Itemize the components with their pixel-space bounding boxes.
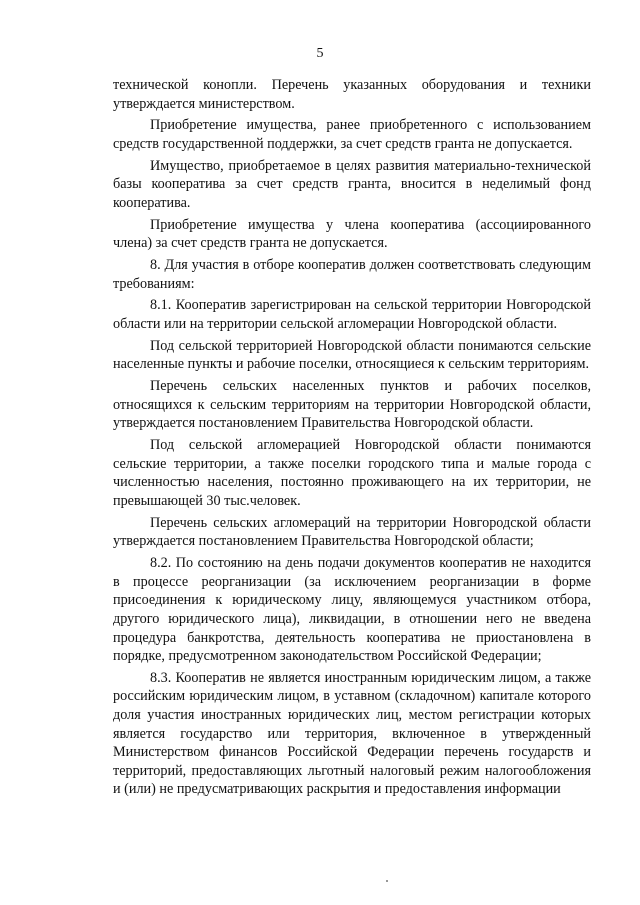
paragraph: Под сельской территорией Новгородской области понимаются сельские населенные пункты и рабочие поселки, относящиеся к сельским территориям. <box>113 337 591 373</box>
paragraph: Имущество, приобретаемое в целях развития материально-технической базы кооператива за счет средств гранта, вносится в неделимый фонд кооператива. <box>113 157 591 211</box>
paragraph: Перечень сельских населенных пунктов и рабочих поселков, относящихся к сельским территориям на территории Новгородской области, утверждается постановлением Правительства Новгородской области. <box>113 378 591 432</box>
paragraph: Под сельской агломерацией Новгородской области понимаются сельские территории, а также поселки городского типа и малые города с численностью населения, постоянно проживающего на их территории, не превышающей 30 тыс.человек. <box>113 437 591 509</box>
paragraph: технической конопли. Перечень указанных оборудования и техники утверждается министерством. <box>113 77 591 112</box>
paragraph: 8.1. Кооператив зарегистрирован на сельской территории Новгородской области или на территории сельской агломерации Новгородской области. <box>113 297 591 333</box>
paragraph: 8. Для участия в отборе кооператив должен соответствовать следующим требованиям: <box>113 257 591 292</box>
paragraph: Перечень сельских агломераций на территории Новгородской области утверждается постановлением Правительства Новгородской области; <box>113 514 591 550</box>
paragraph: Приобретение имущества, ранее приобретенного с использованием средств государственной поддержки, за счет средств гранта не допускается. <box>113 117 591 152</box>
document-body <box>113 76 591 802</box>
paragraph: 8.3. Кооператив не является иностранным юридическим лицом, а также российским юридическим лицом, в уставном (складочном) капитале которого доля участия иностранных юридических лиц, местом регистрации которых является государство или территория, включенное в утвержденный Министерством финансов Российской Федерации перечень государств и территорий, предоставляющих льготный налоговый режим налогообложения и (или) не предусматривающих раскрытия и предоставления информации <box>113 669 591 798</box>
paragraph: 8.2. По состоянию на день подачи документов кооператив не находится в процессе реорганизации (за исключением реорганизации в форме присоединения к юридическому лицу, являющемуся участником отбора, другого юридического лица), ликвидации, в отношении него не введена процедура банкротства, деятельность кооператива не приостановлена в порядке, предусмотренном законодательством Российской Федерации; <box>113 555 591 665</box>
page-number: 5 <box>316 46 324 61</box>
scan-speck <box>386 880 388 882</box>
paragraph: Приобретение имущества у члена кооператива (ассоциированного члена) за счет средств гранта не допускается. <box>113 216 591 252</box>
